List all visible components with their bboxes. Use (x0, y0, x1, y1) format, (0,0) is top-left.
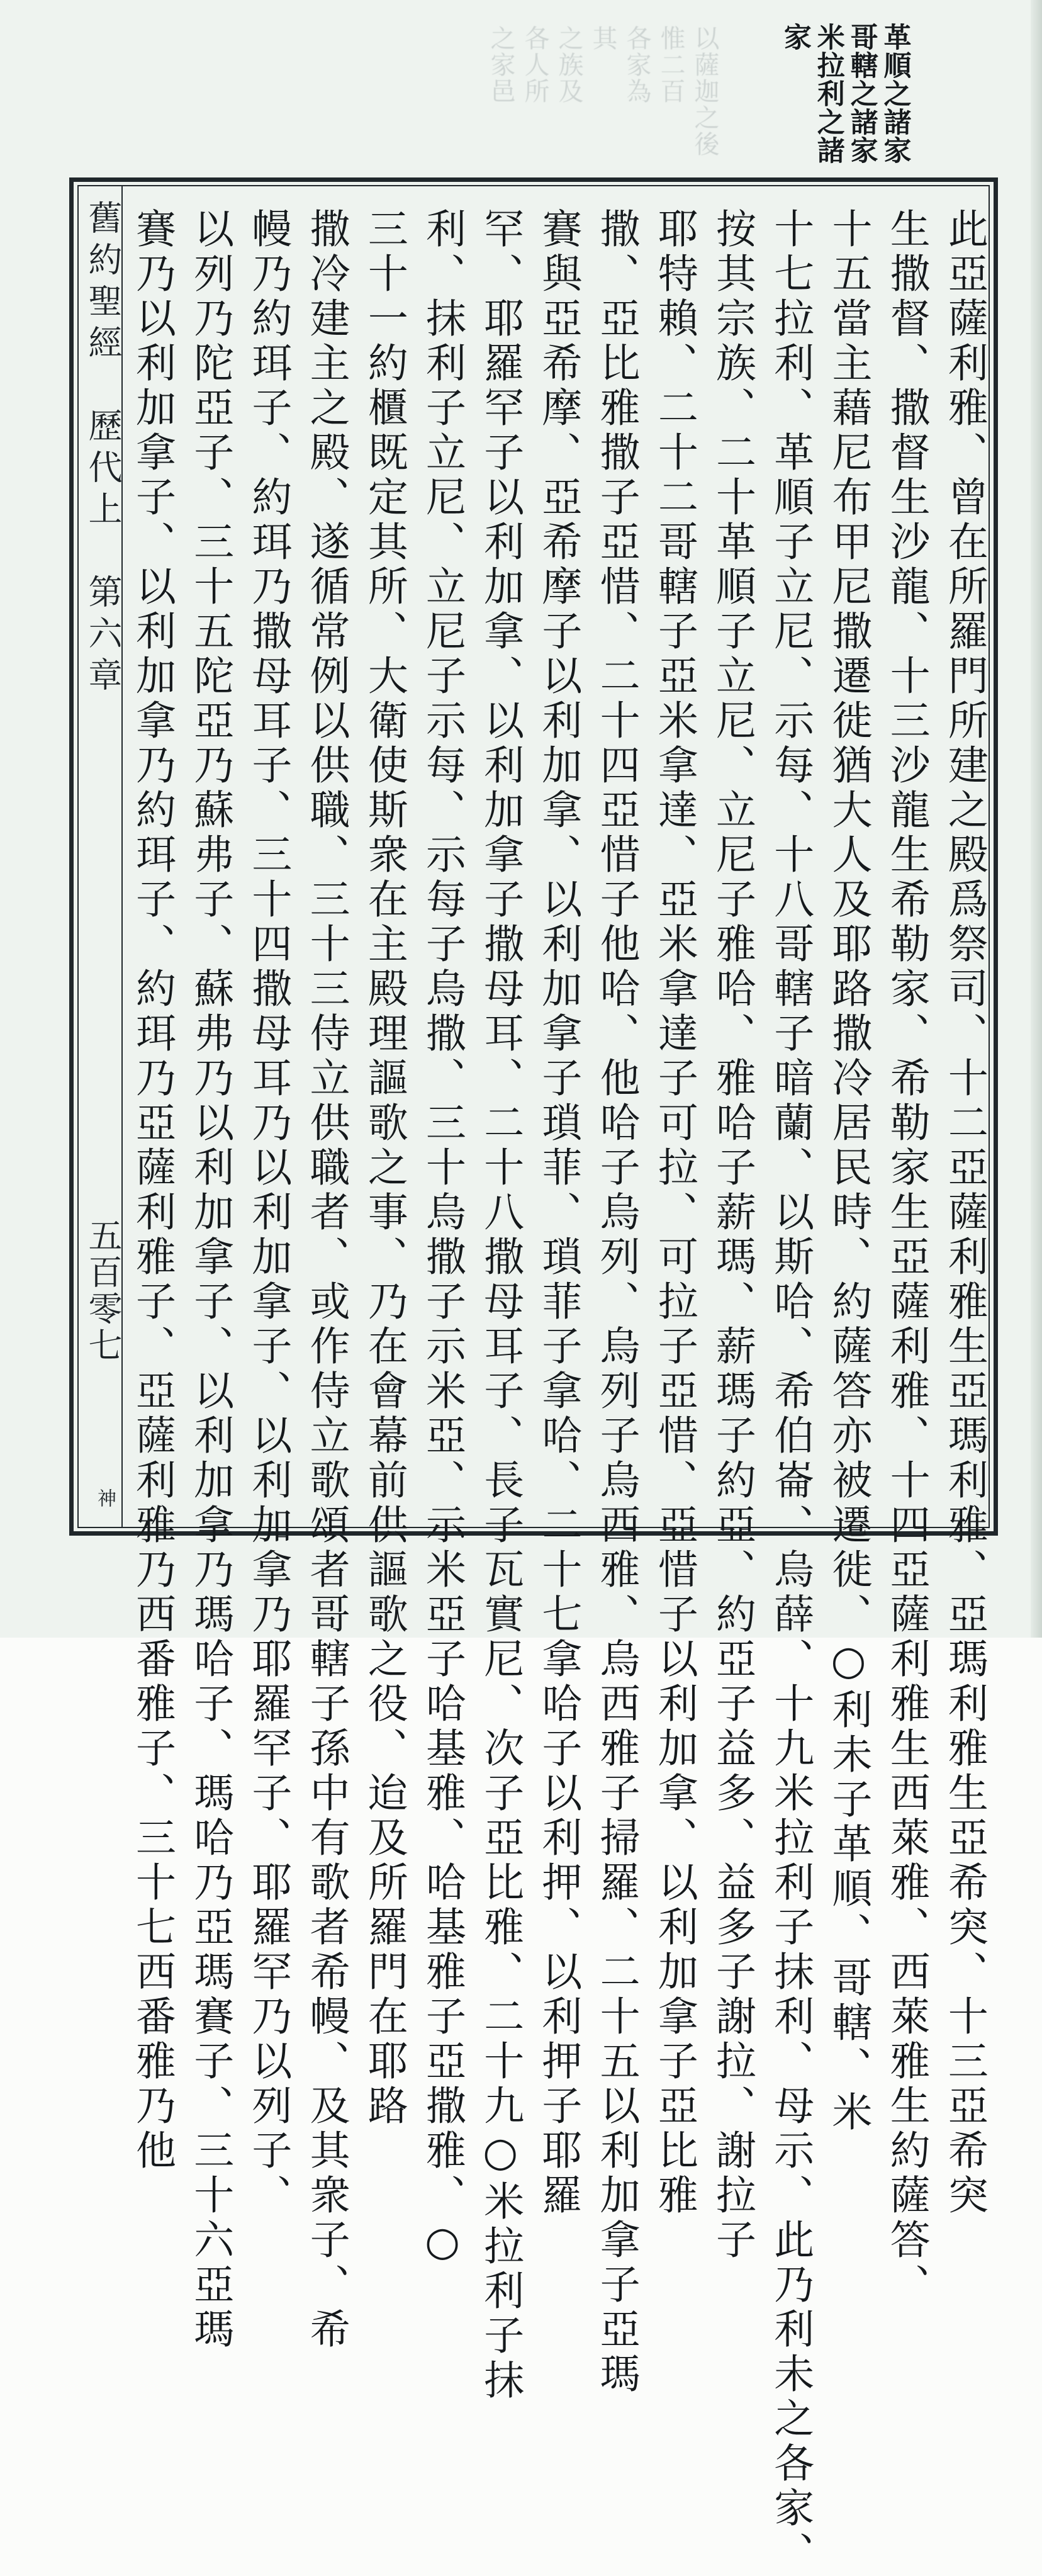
bleed-column: 各家為 (622, 25, 651, 104)
page-number: 五百零七 (83, 1218, 123, 1364)
text-column: 十七拉利、革順子立尼、示每、十八哥轄子暗蘭、以斯哈、希伯崙、烏薛、十九米拉利子抹利、母示、此乃利未之各家、 (767, 208, 814, 2576)
text-column: 生撒督、撒督生沙龍、十三沙龍生希勒家、希勒家生亞薩利雅、十四亞薩利雅生西萊雅、西萊雅生約薩答、 (883, 208, 930, 2308)
marginal-note-line: 革順之諸家 (878, 23, 911, 164)
text-column: 三十一約櫃既定其所、大衛使斯衆在主殿理謳歌之事、乃在會幕前供謳歌之役、迨及所羅門在耶路 (361, 208, 408, 2129)
text-column: 十五當主藉尼布甲尼撒遷徙猶大人及耶路撒冷居民時、約薩答亦被遷徙、○利未子革順、哥轄、米 (825, 208, 872, 2135)
marginal-note-line: 哥轄之諸家 (845, 23, 878, 164)
text-column: 耶特賴、二十二哥轄子亞米拿達、亞米拿達子可拉、可拉子亞惜、亞惜子以利加拿、以利加拿子亞比雅 (651, 208, 698, 2219)
text-column: 罕、耶羅罕子以利加拿、以利加拿子撒母耳、二十八撒母耳子、長子瓦實尼、次子亞比雅、二十九○米拉利子抹 (477, 208, 524, 2404)
bleed-column: 之族及 (554, 25, 583, 104)
text-column: 撒、亞比雅撒子亞惜、二十四亞惜子他哈、他哈子烏列、烏列子烏西雅、烏西雅子掃羅、二十五以利加拿子亞瑪 (593, 208, 640, 2397)
bleed-column: 其 (588, 25, 617, 52)
text-column: 賽乃以利加拿子、以利加拿乃約珥子、約珥乃亞薩利雅子、亞薩利雅乃西番雅子、三十七西番雅乃他 (129, 208, 176, 2174)
page-gutter-shadow (1031, 0, 1042, 1638)
text-column: 以列乃陀亞子、三十五陀亞乃蘇弗子、蘇弗乃以利加拿子、以利加拿乃瑪哈子、瑪哈乃亞瑪賽子、三十六亞瑪 (187, 208, 234, 2353)
text-column: 撒冷建主之殿、遂循常例以供職、三十三侍立供職者、或作侍立歌頌者哥轄子孫中有歌者希幔、及其衆子、希 (303, 208, 350, 2353)
marginal-note-line: 米拉利之諸 (812, 23, 844, 164)
bleed-column: 以薩迦之後 (690, 25, 719, 157)
bleed-through-text (239, 25, 717, 157)
bleed-column: 之家邑 (486, 25, 515, 104)
text-column: 按其宗族、二十革順子立尼、立尼子雅哈、雅哈子薪瑪、薪瑪子約亞、約亞子益多、益多子謝拉、謝拉子 (709, 208, 756, 2263)
marginal-note (780, 23, 909, 174)
marginal-note-line: 家 (778, 23, 811, 51)
text-body (129, 208, 988, 2576)
running-header-title: 舊約聖經 歷代上 第六章 (83, 200, 123, 699)
text-column: 幔乃約珥子、約珥乃撒母耳子、三十四撒母耳乃以利加拿子、以利加拿乃耶羅罕子、耶羅罕乃以列子、 (245, 208, 292, 2219)
text-column: 賽與亞希摩、亞希摩子以利加拿、以利加拿子瑣菲、瑣菲子拿哈、二十七拿哈子以利押、以利押子耶羅 (535, 208, 582, 2219)
text-column: 此亞薩利雅、曾在所羅門所建之殿爲祭司、十二亞薩利雅生亞瑪利雅、亞瑪利雅生亞希突、十三亞希突 (941, 208, 988, 2219)
bleed-column: 各人所 (520, 25, 549, 104)
signature-mark: 神 (94, 1488, 116, 1507)
text-column: 利、抹利子立尼、立尼子示每、示每子烏撒、三十烏撒子示米亞、示米亞子哈基雅、哈基雅子亞撒雅、○ (419, 208, 466, 2269)
bleed-column: 惟二百 (656, 25, 685, 104)
